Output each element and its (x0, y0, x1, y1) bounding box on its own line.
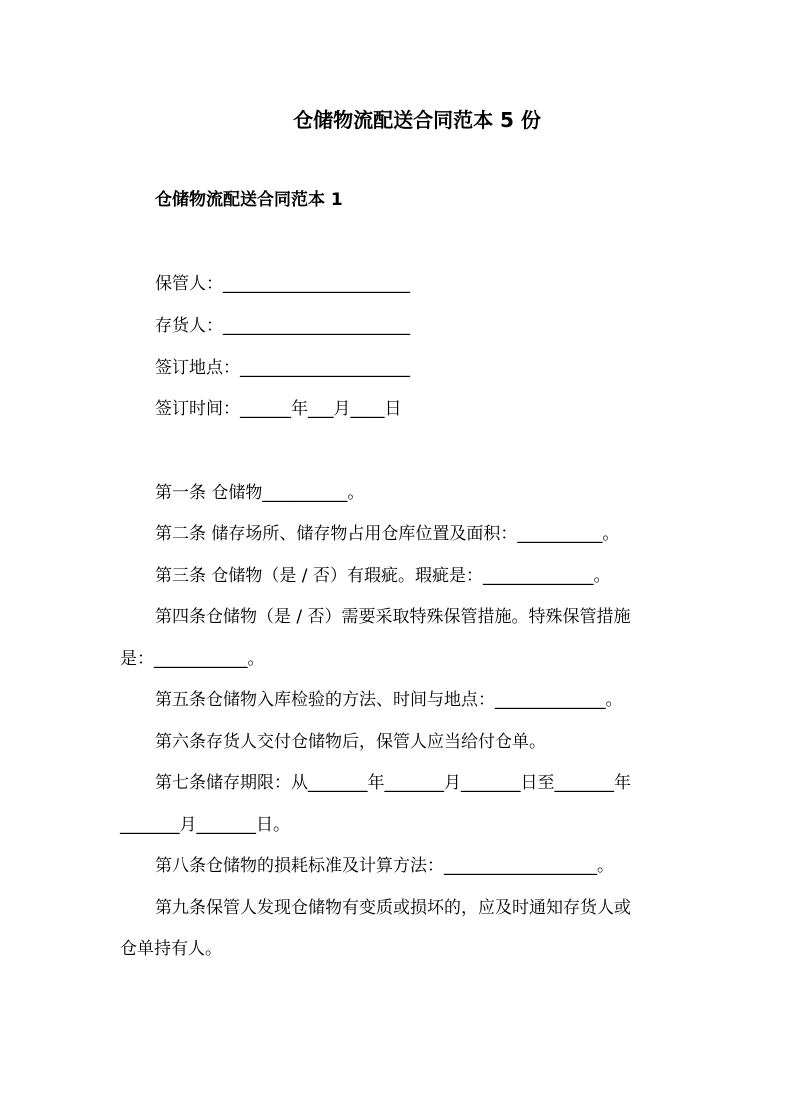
clause-4-continued: 是：___________。 (120, 649, 265, 669)
clause-2: 第二条 储存场所、储存物占用仓库位置及面积：__________。 (155, 524, 620, 544)
document-title: 仓储物流配送合同范本 5 份 (293, 108, 541, 132)
clause-8: 第八条仓储物的损耗标准及计算方法：__________________。 (155, 856, 614, 876)
clause-3: 第三条 仓储物（是 / 否）有瑕疵。瑕疵是：_____________。 (155, 566, 611, 586)
clause-9: 第九条保管人发现仓储物有变质或损坏的，应及时通知存货人或 (155, 898, 631, 918)
clause-5: 第五条仓储物入库检验的方法、时间与地点：_____________。 (155, 690, 623, 710)
clause-9-continued: 仓单持有人。 (120, 939, 222, 959)
clause-6: 第六条存货人交付仓储物后，保管人应当给付仓单。 (155, 732, 546, 752)
field-depositor: 存货人：______________________ (155, 316, 410, 336)
clause-7-continued: _______月_______日。 (120, 815, 290, 835)
clause-4: 第四条仓储物（是 / 否）需要采取特殊保管措施。特殊保管措施 (155, 607, 631, 627)
field-signing-place: 签订地点：____________________ (155, 358, 410, 378)
field-custodian: 保管人：______________________ (155, 274, 410, 294)
section-title: 仓储物流配送合同范本 1 (155, 190, 343, 210)
clause-7: 第七条储存期限：从_______年_______月_______日至_______年 (155, 773, 631, 793)
clause-1: 第一条 仓储物__________。 (155, 483, 365, 503)
field-signing-date: 签订时间：______年___月____日 (155, 399, 402, 419)
